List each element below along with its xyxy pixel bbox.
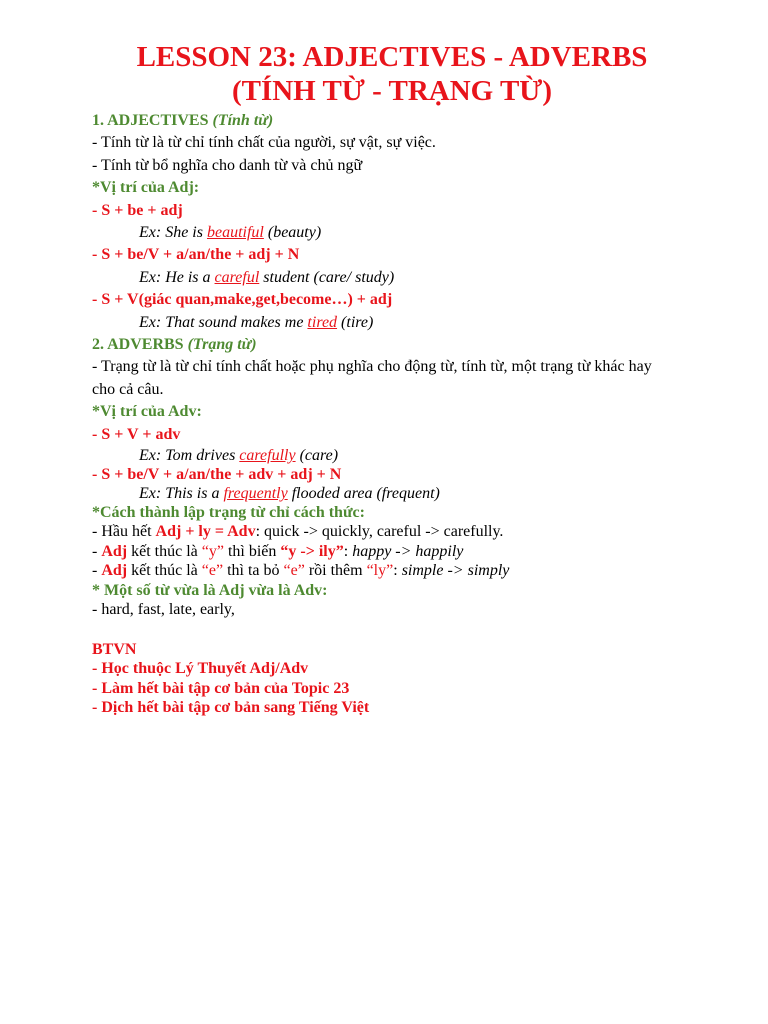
adjectives-heading: 1. ADJECTIVES (Tính từ) [92,112,274,129]
adj-example-3: Ex: That sound makes me tired (tire) [139,313,374,331]
lesson-page [92,40,692,718]
adv-formation-2: - Adj kết thúc là “y” thì biến “y -> ily”: happy -> happily [92,542,464,560]
adv-formation-3: - Adj kết thúc là “e” thì ta bỏ “e” rồi thêm “ly”: simple -> simply [92,562,510,580]
adv-position-heading: *Vị trí của Adv: [92,403,202,421]
homework-item-3: - Dịch hết bài tập cơ bản sang Tiếng Việt [92,699,370,717]
both-adj-adv-heading: * Một số từ vừa là Adj vừa là Adv: [92,581,328,599]
adj-definition-1: - Tính từ là từ chỉ tính chất của người, sự vật, sự việc. [92,134,436,152]
adv-formation-heading: *Cách thành lập trạng từ chỉ cách thức: [92,504,365,522]
title-line-2: (TÍNH TỪ - TRẠNG TỪ) [231,75,553,107]
adj-position-heading: *Vị trí của Adj: [92,179,200,197]
homework-item-2: - Làm hết bài tập cơ bản của Topic 23 [92,679,350,697]
adverbs-heading: 2. ADVERBS (Trạng từ) [92,336,257,354]
adv-rule-1: - S + V + adv [92,425,181,443]
adv-example-2: Ex: This is a frequently flooded area (frequent) [139,485,440,503]
adj-example-1: Ex: She is beautiful (beauty) [139,224,322,242]
adj-definition-2: - Tính từ bổ nghĩa cho danh từ và chủ ngữ [92,156,363,174]
homework-heading: BTVN [92,640,137,658]
both-adj-adv-list: - hard, fast, late, early, [92,601,235,619]
adv-example-1: Ex: Tom drives carefully (care) [139,447,339,465]
adj-rule-2: - S + be/V + a/an/the + adj + N [92,246,300,264]
adj-rule-1: - S + be + adj [92,201,183,219]
homework-item-1: - Học thuộc Lý Thuyết Adj/Adv [92,660,309,678]
lesson-title [62,40,722,108]
adv-rule-2: - S + be/V + a/an/the + adv + adj + N [92,466,342,484]
adj-rule-3: - S + V(giác quan,make,get,become…) + adj [92,291,393,309]
adv-definition: - Trạng từ là từ chỉ tính chất hoặc phụ nghĩa cho động từ, tính từ, một trạng từ khác hay cho cả câu. [92,358,652,398]
adj-example-2: Ex: He is a careful student (care/ study) [139,268,395,286]
title-line-1: LESSON 23: ADJECTIVES - ADVERBS [136,41,648,73]
adv-formation-1: - Hầu hết Adj + ly = Adv: quick -> quickly, careful -> carefully. [92,523,504,541]
